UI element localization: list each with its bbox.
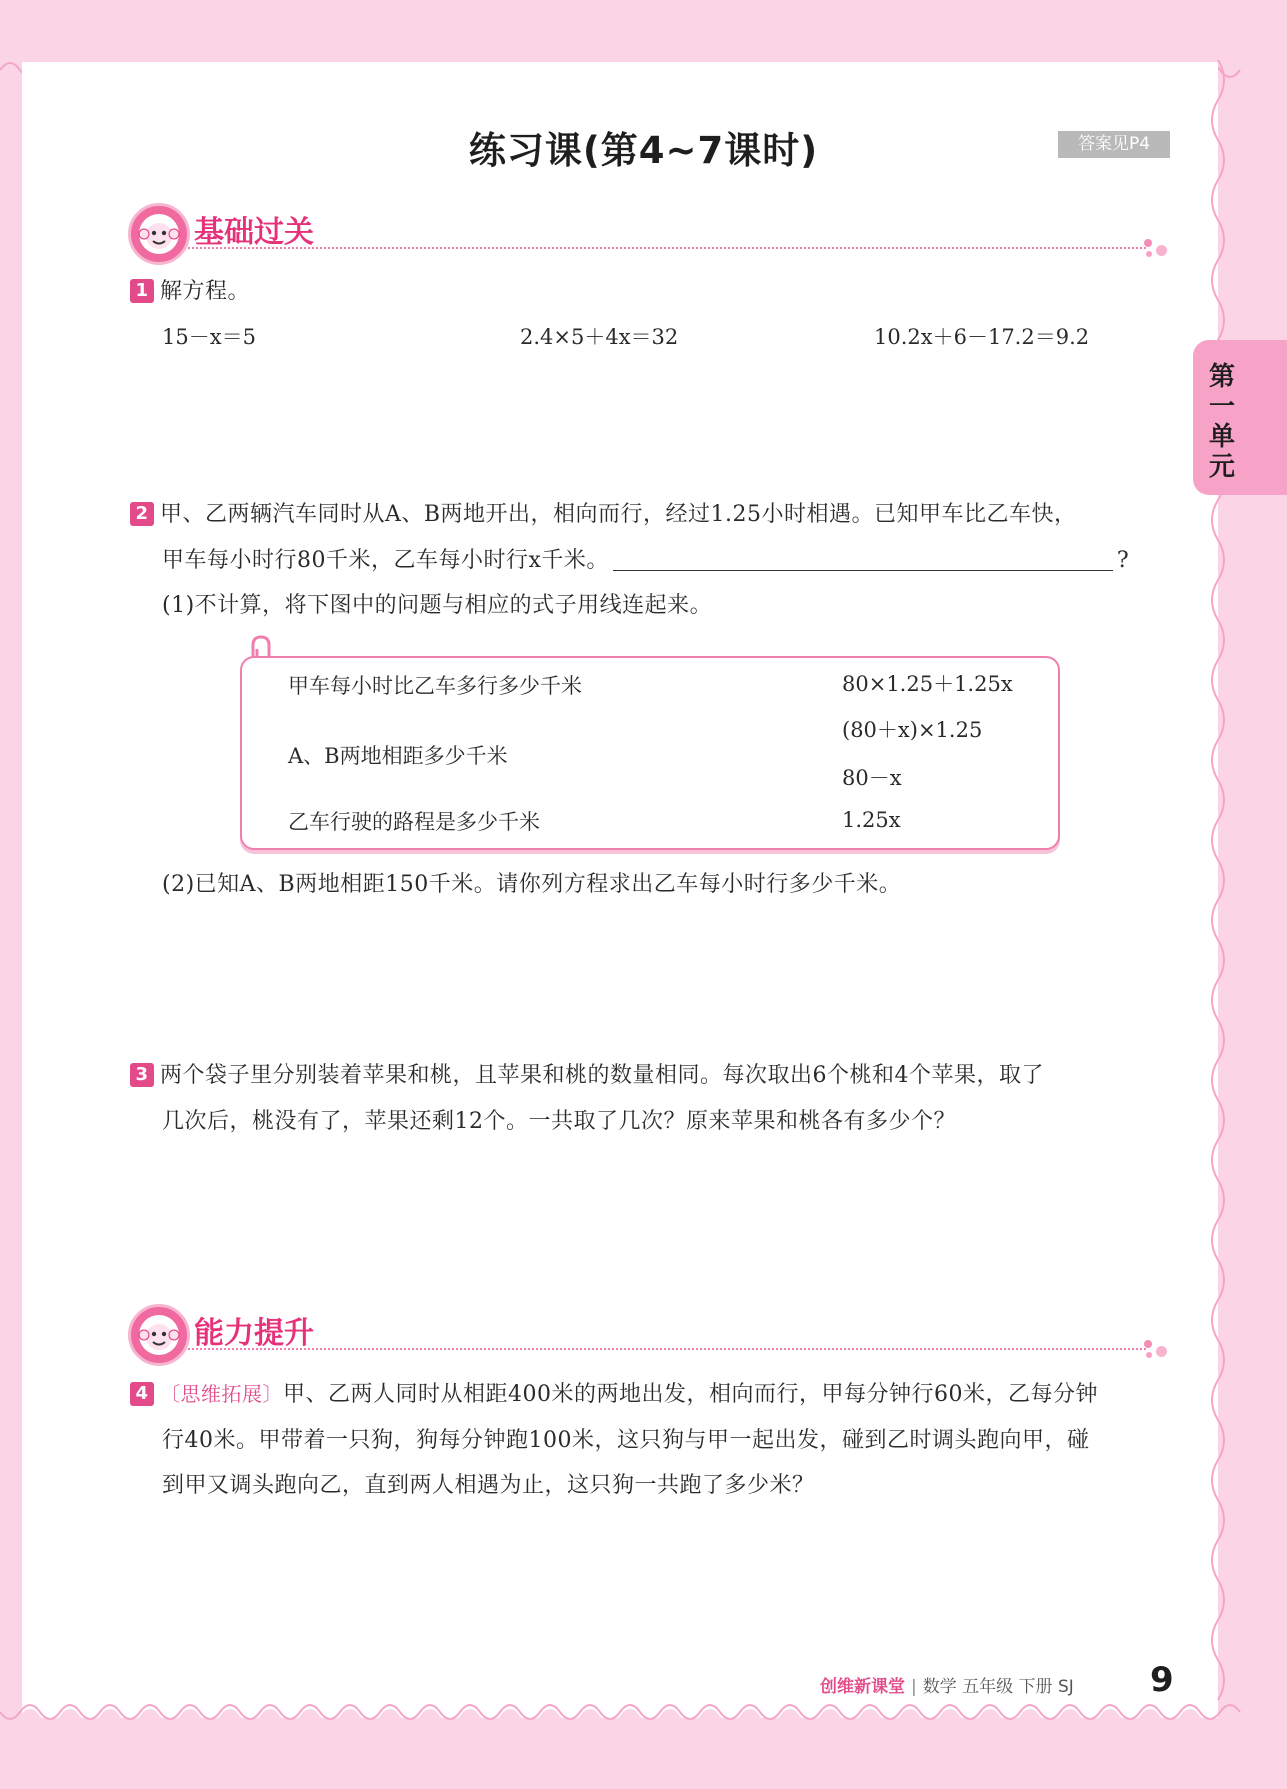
- question-2-part-1: (1)不计算，将下图中的问题与相应的式子用线连起来。: [162, 593, 713, 618]
- question-2-line-2: [162, 543, 1129, 574]
- section-basic-divider: [188, 247, 1146, 249]
- answer-reference-tag: 答案见P4: [1058, 131, 1170, 158]
- section-basic-header: [128, 203, 1168, 263]
- page-title: 练习课(第4~7课时): [468, 129, 819, 172]
- question-1-title: 解方程。: [160, 279, 251, 304]
- footer-brand: 创维新课堂: [820, 1677, 905, 1697]
- matching-question-3[interactable]: 乙车行驶的路程是多少千米: [288, 810, 540, 834]
- matching-expression-3[interactable]: 80－x: [842, 766, 902, 790]
- question-2-mark: ?: [1116, 548, 1130, 573]
- answer-blank[interactable]: [613, 550, 1113, 571]
- question-number-badge: 1: [130, 279, 154, 303]
- equation-2: 2.4×5＋4x＝32: [520, 325, 679, 349]
- section-advanced-title: 能力提升: [194, 1316, 314, 1351]
- decorative-dots: [1144, 1338, 1168, 1360]
- matching-expression-4[interactable]: 1.25x: [842, 808, 901, 832]
- page-number: 9: [1150, 1660, 1174, 1700]
- matching-expression-1[interactable]: 80×1.25＋1.25x: [842, 672, 1013, 696]
- question-1-heading: [130, 274, 250, 305]
- matching-question-2[interactable]: A、B两地相距多少千米: [288, 744, 508, 768]
- question-number-badge: 2: [130, 502, 154, 526]
- matching-expression-2[interactable]: (80＋x)×1.25: [842, 718, 983, 742]
- section-advanced-header: [128, 1304, 1168, 1364]
- equation-1: 15－x＝5: [162, 325, 256, 349]
- question-number-badge: 3: [130, 1063, 154, 1087]
- unit-side-tab: [1193, 340, 1287, 495]
- question-2-text-2: 甲车每小时行80千米，乙车每小时行x千米。: [162, 548, 609, 573]
- monkey-mascot-icon: [128, 203, 190, 265]
- footer-separator: |: [911, 1677, 917, 1697]
- question-4-line-3: 到甲又调头跑向乙，直到两人相遇为止，这只狗一共跑了多少米？: [162, 1473, 815, 1498]
- thinking-extension-tag: 〔思维拓展〕: [160, 1382, 283, 1406]
- matching-box: [240, 656, 1060, 850]
- question-3-line-2: 几次后，桃没有了，苹果还剩12个。一共取了几次？原来苹果和桃各有多少个？: [162, 1109, 956, 1134]
- decorative-dots: [1144, 237, 1168, 259]
- monkey-mascot-icon: [128, 1304, 190, 1366]
- page-footer: [820, 1672, 1074, 1697]
- matching-question-1[interactable]: 甲车每小时比乙车多行多少千米: [288, 674, 582, 698]
- question-2-line-1: [130, 497, 1077, 528]
- question-3-text-1: 两个袋子里分别装着苹果和桃，且苹果和桃的数量相同。每次取出6个桃和4个苹果，取了: [160, 1063, 1044, 1088]
- equation-3: 10.2x＋6－17.2＝9.2: [874, 325, 1090, 349]
- question-4-line-2: 行40米。甲带着一只狗，狗每分钟跑100米，这只狗与甲一起出发，碰到乙时调头跑向甲，碰: [162, 1428, 1090, 1453]
- question-2-part-2: (2)已知A、B两地相距150千米。请你列方程求出乙车每小时行多少千米。: [162, 872, 902, 897]
- unit-side-tab-label: 第一单元: [1208, 362, 1235, 482]
- question-2-text-1: 甲、乙两辆汽车同时从A、B两地开出，相向而行，经过1.25小时相遇。已知甲车比乙车快，: [160, 502, 1077, 527]
- right-wave-border: [1200, 0, 1240, 1789]
- question-4-line-1: [130, 1377, 1098, 1408]
- question-number-badge: 4: [130, 1382, 154, 1406]
- section-basic-title: 基础过关: [194, 215, 314, 250]
- question-4-text-1: 甲、乙两人同时从相距400米的两地出发，相向而行，甲每分钟行60米，乙每分钟: [283, 1382, 1098, 1407]
- question-3-line-1: [130, 1058, 1044, 1089]
- footer-info: 数学 五年级 下册 SJ: [922, 1677, 1074, 1697]
- section-advanced-divider: [188, 1348, 1146, 1350]
- bottom-wave-border: [0, 1700, 1287, 1740]
